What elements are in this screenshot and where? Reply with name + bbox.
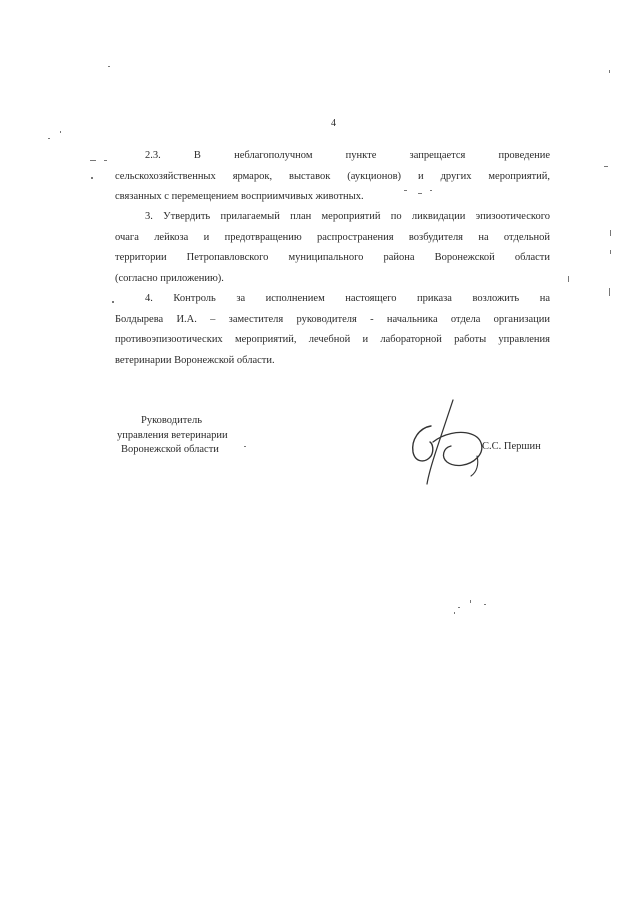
paragraph-line: ветеринарии Воронежской области. — [115, 354, 275, 366]
paragraph-line: 2.3. В неблагополучном пункте запрещается проведение — [145, 150, 550, 161]
paragraph-2-3 — [115, 146, 550, 208]
paragraph-3 — [115, 207, 550, 289]
paragraph-line: 4. Контроль за исполнением настоящего приказа возложить на — [145, 293, 550, 304]
handwritten-signature-icon — [403, 396, 493, 488]
signer-position — [117, 414, 277, 458]
signer-position-line: Руководитель — [141, 415, 202, 426]
page-number: 4 — [331, 118, 336, 129]
signer-position-line: управления ветеринарии — [117, 429, 228, 441]
signer-name: С.С. Першин — [482, 441, 541, 452]
paragraph-line: связанных с перемещением восприимчивых животных. — [115, 191, 364, 202]
paragraph-line: (согласно приложению). — [115, 272, 224, 284]
paragraph-line: Болдырева И.А. – заместителя руководителя - начальника отдела организации — [115, 313, 550, 325]
paragraph-line: территории Петропавловского муниципального района Воронежской области — [115, 252, 550, 263]
paragraph-line: 3. Утвердить прилагаемый план мероприятий по ликвидации эпизоотического — [145, 211, 550, 222]
paragraph-4 — [115, 289, 550, 371]
paragraph-line: очага лейкоза и предотвращению распространения возбудителя на отдельной — [115, 231, 550, 243]
paragraph-line: сельскохозяйственных ярмарок, выставок (аукционов) и других мероприятий, — [115, 170, 550, 182]
signer-position-line: Воронежской области — [121, 444, 219, 455]
paragraph-line: противоэпизоотических мероприятий, лечебной и лабораторной работы управления — [115, 334, 550, 345]
